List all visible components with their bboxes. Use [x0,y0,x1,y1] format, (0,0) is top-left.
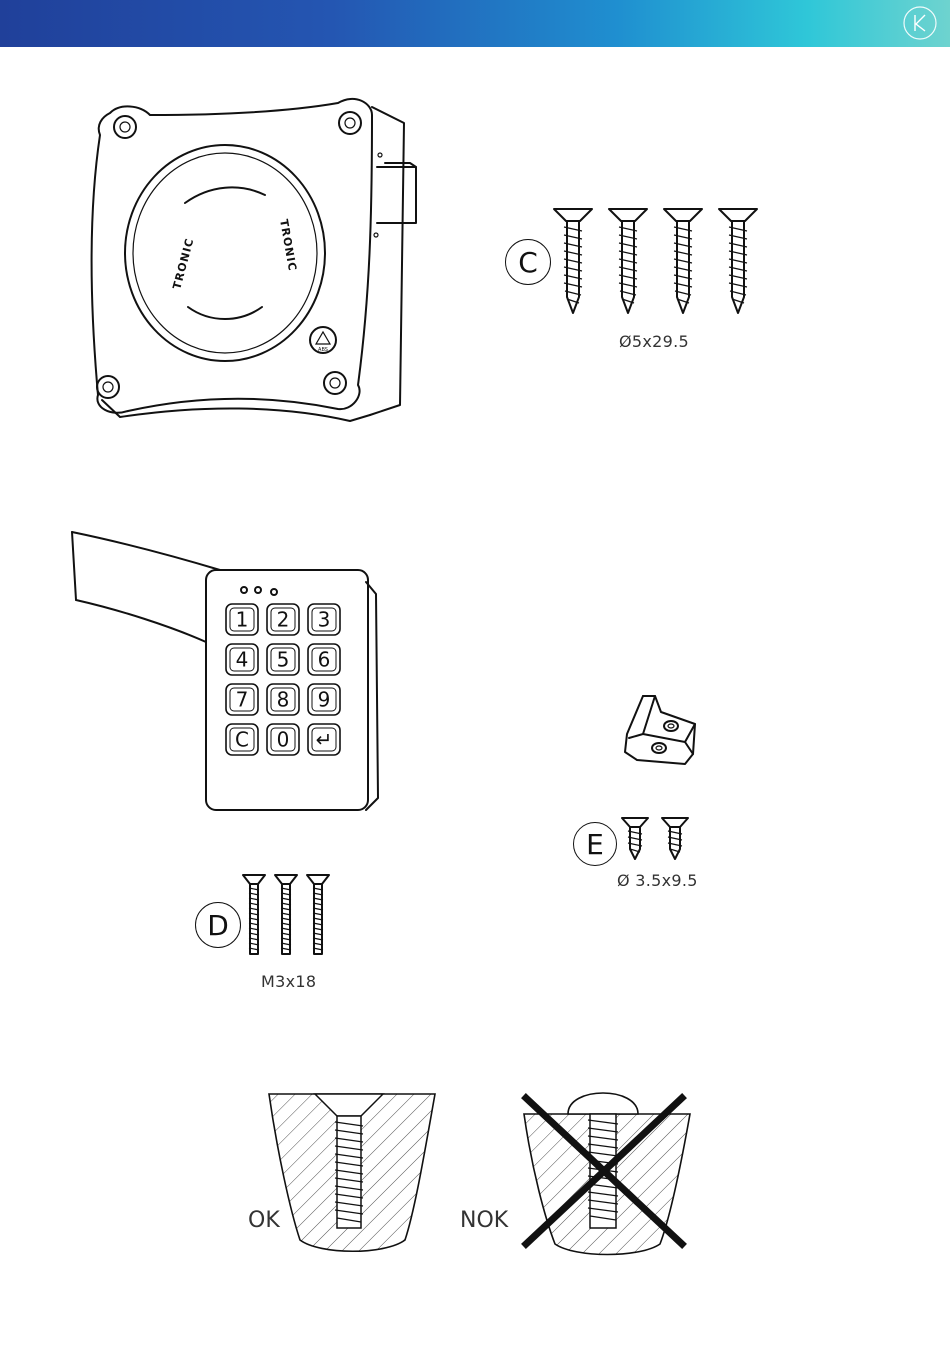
keypad-key [267,604,299,635]
keypad-key [267,684,299,715]
k-logo-icon [902,5,938,41]
part-e-tag: E [573,822,617,866]
keypad-key-label: 1 [235,607,249,632]
keypad-key-label: 0 [276,727,290,752]
keypad-key [267,724,299,755]
keypad-key [226,724,258,755]
part-d-size: M3x18 [261,972,317,991]
keypad-key-label: ↵ [315,727,333,752]
lock-body-illustration [80,95,430,430]
keypad-key-label: 5 [276,647,290,672]
nok-mounting-diagram [520,1078,695,1260]
keypad-key [226,684,258,715]
keypad-key [308,604,340,635]
keypad-key-label: 3 [317,607,331,632]
keypad-illustration [70,530,390,815]
keypad-key-label: 8 [276,687,290,712]
part-e-size: Ø 3.5x9.5 [617,871,698,890]
header-bar [0,0,950,47]
keypad-key [226,604,258,635]
bracket-illustration [615,690,700,770]
keypad-key [308,724,340,755]
keypad-key-label: 6 [317,647,331,672]
lock-material-mark: ABS [318,347,328,353]
part-c-screws [550,205,765,320]
keypad-key-label: 9 [317,687,331,712]
keypad-key-label: 2 [276,607,290,632]
keypad-key [226,644,258,675]
keypad-key [267,644,299,675]
keypad-key [308,684,340,715]
lock-brand-left: TRONIC [170,236,197,291]
lock-brand-right: TRONIC [277,218,299,273]
ok-label: OK [248,1208,280,1233]
part-c-size: Ø5x29.5 [619,332,689,351]
part-d-screws [240,872,340,962]
keypad-key [308,644,340,675]
part-c-tag: C [505,239,551,285]
keypad-key-label: 4 [235,647,249,672]
keypad-key-label: C [235,727,249,752]
keypad-key-label: 7 [235,687,249,712]
nok-label: NOK [460,1208,509,1233]
part-d-tag: D [195,902,241,948]
ok-mounting-diagram [265,1090,440,1260]
part-e-screws [620,815,700,865]
